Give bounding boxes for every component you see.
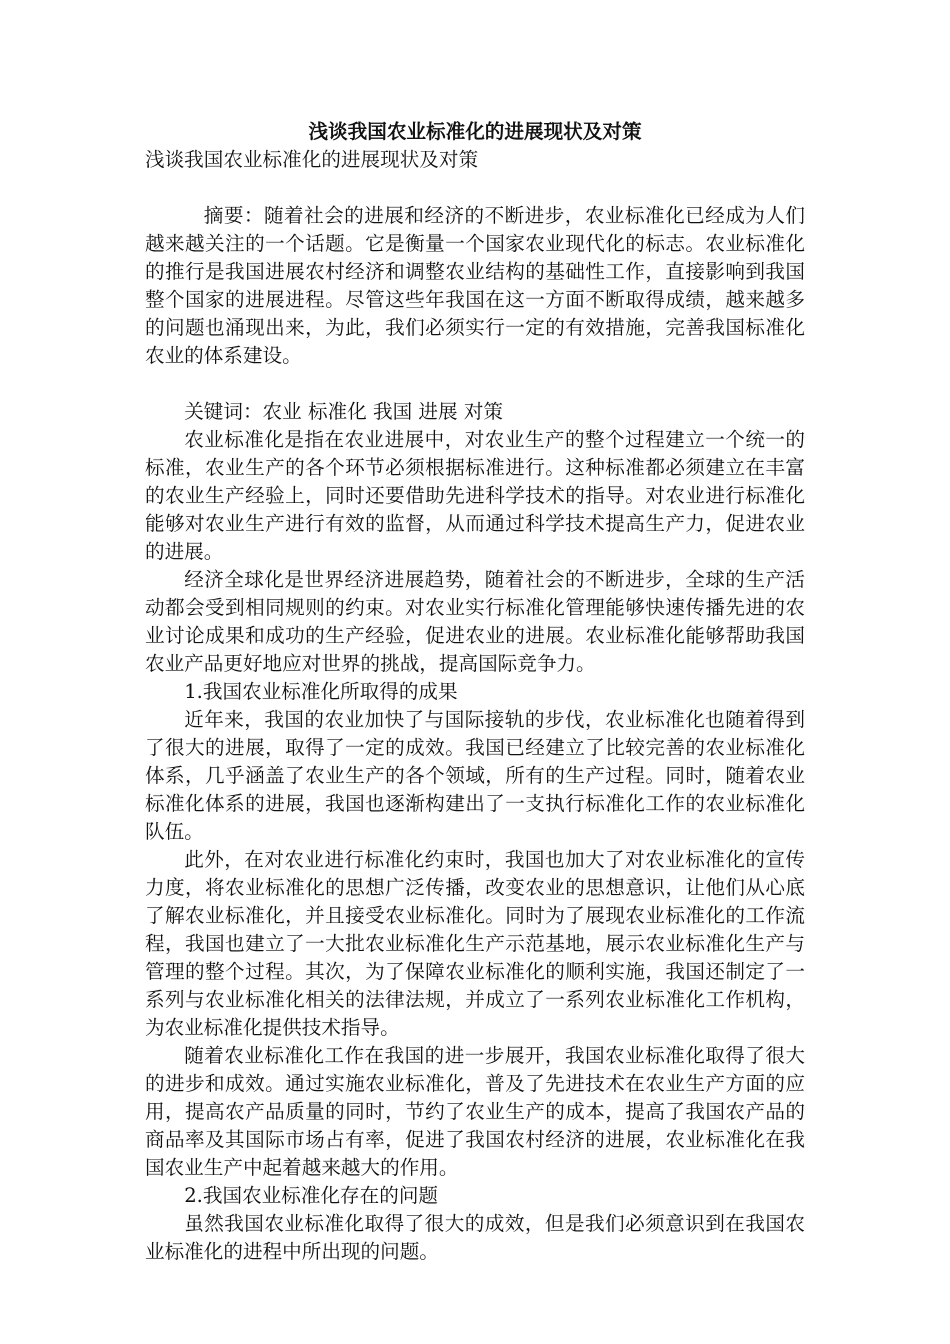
- section-heading: 2.我国农业标准化存在的问题: [184, 1184, 439, 1207]
- intro-paragraph: 经济全球化是世界经济进展趋势，随着社会的不断进步，全球的生产活动都会受到相同规则的约束。对农业实行标准化管理能够快速传播先进的农业讨论成果和成功的生产经验，促进农业的进展。农业标准化能够帮助我国农业产品更好地应对世界的挑战，提高国际竞争力。: [145, 568, 805, 675]
- body-paragraph: 此外，在对农业进行标准化约束时，我国也加大了对农业标准化的宣传力度，将农业标准化的思想广泛传播，改变农业的思想意识，让他们从心底了解农业标准化，并且接受农业标准化。同时为了展现农业标准化的工作流程，我国也建立了一大批农业标准化生产示范基地，展示农业标准化生产与管理的整个过程。其次，为了保障农业标准化的顺利实施，我国还制定了一系列与农业标准化相关的法律法规，并成立了一系列农业标准化工作机构，为农业标准化提供技术指导。: [145, 848, 805, 1039]
- abstract-paragraph: 摘要：随着社会的进展和经济的不断进步，农业标准化已经成为人们越来越关注的一个话题。它是衡量一个国家农业现代化的标志。农业标准化的推行是我国进展农村经济和调整农业结构的基础性工作，直接影响到我国整个国家的进展进程。尽管这些年我国在这一方面不断取得成绩，越来越多的问题也涌现出来，为此，我们必须实行一定的有效措施，完善我国标准化农业的体系建设。: [145, 204, 805, 367]
- body-paragraph: 随着农业标准化工作在我国的进一步展开，我国农业标准化取得了很大的进步和成效。通过实施农业标准化，普及了先进技术在农业生产方面的应用，提高农产品质量的同时，节约了农业生产的成本，提高了我国农产品的商品率及其国际市场占有率，促进了我国农村经济的进展，农业标准化在我国农业生产中起着越来越大的作用。: [145, 1044, 805, 1179]
- document-body: [145, 118, 805, 1266]
- section-heading: 1.我国农业标准化所取得的成果: [184, 680, 458, 703]
- blank-line: [145, 370, 805, 398]
- intro-paragraph: 农业标准化是指在农业进展中，对农业生产的整个过程建立一个统一的标准，农业生产的各个环节必须根据标准进行。这种标准都必须建立在丰富的农业生产经验上，同时还要借助先进科学技术的指导。对农业进行标准化能够对农业生产进行有效的监督，从而通过科学技术提高生产力，促进农业的进展。: [145, 428, 805, 563]
- document-title: 浅谈我国农业标准化的进展现状及对策: [308, 120, 642, 143]
- body-paragraph: 虽然我国农业标准化取得了很大的成效，但是我们必须意识到在我国农业标准化的进程中所出现的问题。: [145, 1212, 805, 1263]
- blank-line: [145, 174, 805, 202]
- document-subtitle: 浅谈我国农业标准化的进展现状及对策: [145, 148, 479, 171]
- keywords-line: 关键词：农业 标准化 我国 进展 对策: [184, 400, 504, 423]
- body-paragraph: 近年来，我国的农业加快了与国际接轨的步伐，农业标准化也随着得到了很大的进展，取得了一定的成效。我国已经建立了比较完善的农业标准化体系，几乎涵盖了农业生产的各个领域，所有的生产过程。同时，随着农业标准化体系的进展，我国也逐渐构建出了一支执行标准化工作的农业标准化队伍。: [145, 708, 805, 843]
